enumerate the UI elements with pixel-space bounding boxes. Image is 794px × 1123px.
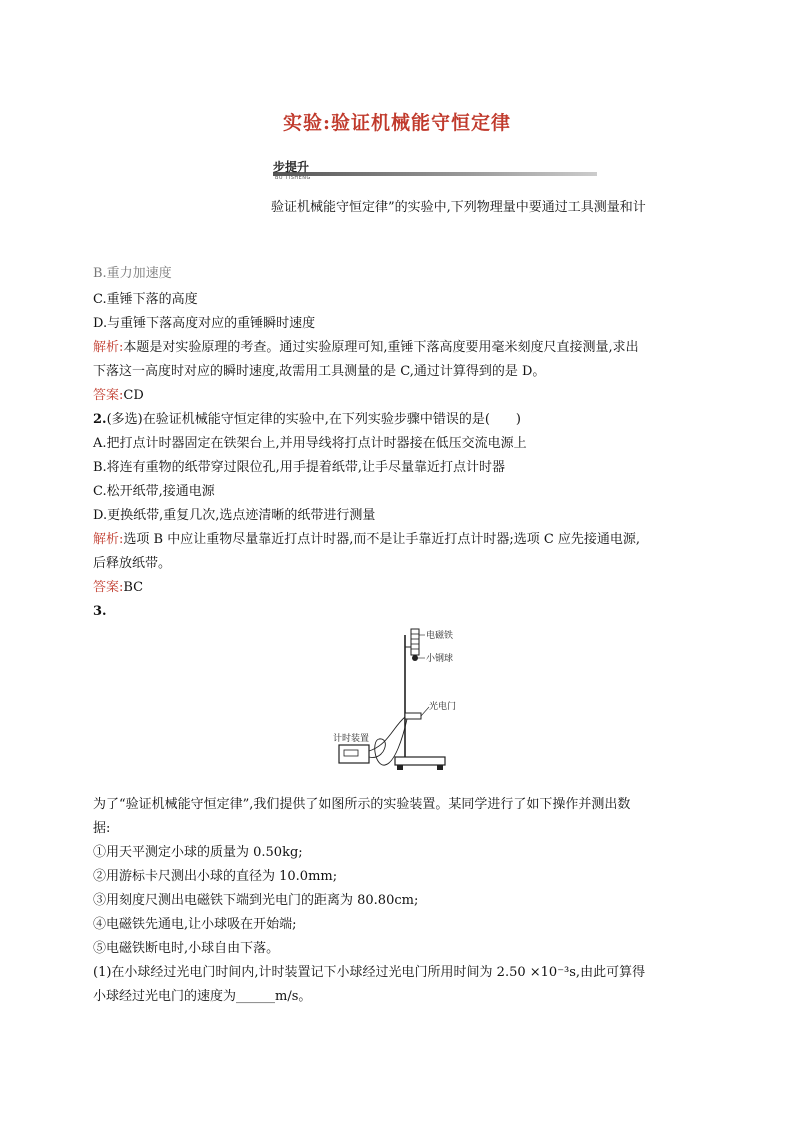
q3-step5: ⑤电磁铁断电时,小球自由下落。	[93, 941, 280, 956]
q1-answer-label: 答案:	[93, 388, 124, 403]
q2-option-c: C.松开纸带,接通电源	[93, 484, 215, 499]
q2-analysis-line1	[93, 531, 640, 549]
q3-step2: ②用游标卡尺测出小球的直径为 10.0mm;	[93, 869, 338, 884]
q2-answer-label: 答案:	[93, 580, 124, 595]
q2-number: 2.	[93, 412, 107, 427]
q1-analysis-text: 本题是对实验原理的考查。通过实验原理可知,重锤下落高度要用毫米刻度尺直接测量,求出	[123, 340, 639, 355]
section-label: 步提升	[273, 160, 310, 174]
q1-answer	[93, 387, 144, 405]
q1-answer-value: CD	[123, 388, 144, 403]
q2-answer	[93, 579, 143, 597]
q3-step3: ③用刻度尺测出电磁铁下端到光电门的距离为 80.80cm;	[93, 893, 419, 908]
label-photogate: 光电门	[429, 702, 457, 712]
q1-analysis-line1	[93, 339, 639, 357]
q3-step4: ④电磁铁先通电,让小球吸在开始端;	[93, 917, 297, 932]
q2-stem	[93, 411, 521, 429]
q3-step1: ①用天平测定小球的质量为 0.50kg;	[93, 845, 303, 860]
section-sub-label: BU TISHENG	[275, 175, 311, 181]
section-banner	[273, 158, 597, 181]
section-banner-bar	[273, 172, 597, 176]
q1-cut-text: B.重力加速度	[93, 266, 172, 281]
apparatus-diagram	[333, 627, 478, 777]
q2-analysis-label: 解析:	[93, 532, 124, 547]
page-title: 实验:验证机械能守恒定律	[282, 112, 511, 134]
q1-stem-partial: 验证机械能守恒定律”的实验中,下列物理量中要通过工具测量和计	[271, 200, 646, 215]
q3-sub1-line2: 小球经过光电门的速度为______m/s。	[93, 989, 312, 1004]
q2-answer-value: BC	[123, 580, 144, 595]
q3-intro-line1: 为了“验证机械能守恒定律”,我们提供了如图所示的实验装置。某同学进行了如下操作并测出数	[93, 797, 631, 812]
q1-option-d: D.与重锤下落高度对应的重锤瞬时速度	[93, 316, 316, 331]
q1-option-c: C.重锤下落的高度	[93, 292, 198, 307]
q1-cut-option	[93, 266, 185, 281]
q2-option-b: B.将连有重物的纸带穿过限位孔,用手提着纸带,让手尽量靠近打点计时器	[93, 460, 505, 475]
q2-option-d: D.更换纸带,重复几次,选点迹清晰的纸带进行测量	[93, 508, 376, 523]
q3-intro-line2: 据:	[93, 821, 111, 836]
q2-option-a: A.把打点计时器固定在铁架台上,并用导线将打点计时器接在低压交流电源上	[93, 436, 527, 451]
q2-analysis-line2: 后释放纸带。	[93, 556, 172, 571]
label-ball: 小钢球	[426, 654, 454, 664]
label-electromagnet: 电磁铁	[426, 631, 454, 641]
q2-stem-text: (多选)在验证机械能守恒定律的实验中,在下列实验步骤中错误的是( )	[106, 412, 521, 427]
q3-number: 3.	[93, 604, 107, 619]
label-timer: 计时装置	[333, 734, 370, 744]
q1-analysis-label: 解析:	[93, 340, 124, 355]
apparatus-figure	[333, 627, 478, 777]
q2-analysis-text: 选项 B 中应让重物尽量靠近打点计时器,而不是让手靠近打点计时器;选项 C 应先接通电源,	[123, 532, 641, 547]
q1-analysis-line2: 下落这一高度时对应的瞬时速度,故需用工具测量的是 C,通过计算得到的是 D。	[93, 364, 546, 379]
q3-sub1-line1: (1)在小球经过光电门时间内,计时装置记下小球经过光电门所用时间为 2.50 ×10⁻³s,由此可算得	[93, 965, 646, 980]
